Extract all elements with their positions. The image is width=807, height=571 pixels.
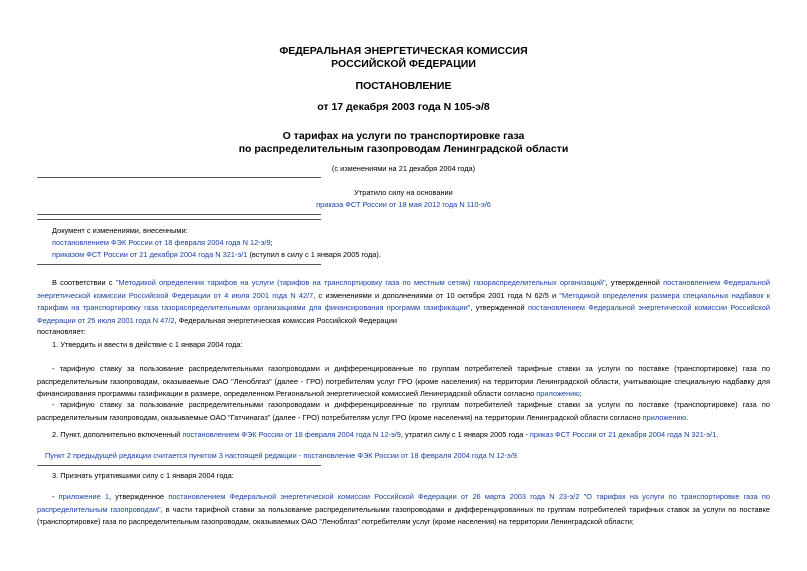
doc-type: ПОСТАНОВЛЕНИЕ bbox=[355, 80, 452, 92]
change-link-2[interactable]: приказом ФСТ России от 21 декабря 2004 года N 321-э/1 bbox=[52, 250, 248, 259]
appendix-link-2[interactable]: приложению bbox=[642, 412, 687, 422]
point2-link-2[interactable]: приказ ФСТ России от 21 декабря 2004 года N 321-э/1 bbox=[529, 430, 717, 439]
doc-date: от 17 декабря 2003 года N 105-э/8 bbox=[317, 101, 490, 113]
text: , утвержденной bbox=[605, 278, 664, 287]
point2-link-1[interactable]: постановлением ФЭК России от 18 февраля 2004 года N 12-э/9 bbox=[182, 430, 401, 439]
change-tail-2: (вступил в силу с 1 января 2005 года). bbox=[247, 250, 381, 259]
editorial-link[interactable]: постановление ФЭК России от 18 февраля 2004 года N 12-э/9 bbox=[303, 451, 517, 460]
changes-item-2 bbox=[52, 249, 752, 262]
changes-item-1 bbox=[52, 237, 752, 250]
text: 2. Пункт, дополнительно включенный bbox=[52, 430, 183, 439]
text: - тарифную ставку за пользование распределительными газопроводами и дифференцированные по группам потребителей тарифные ставки за услуги по поставке (транспортировке) газа по распределительным газопроводам, оказываемые ОАО "Гатчинагаз" (далее - ГРО) потребителям услуг ГРО (кроме населения) на территории Ленинградской области согласно bbox=[37, 400, 770, 422]
prev-edition-link[interactable]: Пункт 2 предыдущей редакции bbox=[45, 451, 152, 460]
text: - bbox=[52, 492, 59, 501]
point-2 bbox=[52, 429, 772, 442]
text: , в части тарифной ставки за пользование распределительными газопроводами и дифференцированных по группам потребителей тарифных ставок за услуги по поставке (транспортировке) газа по распределительным газопроводам, оказываемых ОАО "Леноблгаз" потребителям услуг (кроме населения) на территории Ленинградской области; bbox=[37, 504, 770, 526]
tariff-paragraph-1 bbox=[37, 363, 770, 401]
tariffs-resolution-link[interactable]: "О тарифах на услуги по транспортировке газа по распределительным газопроводам" bbox=[37, 492, 770, 514]
method-link-2[interactable]: "Методикой определения размера специальных надбавок к тарифам на транспортировку газа газораспределительными организациями для финансирования программ газификации" bbox=[37, 290, 771, 312]
method-link-1[interactable]: "Методикой определения тарифов на услуги (тарифов на транспортировку газа по местным сетям) газораспределительных организаций" bbox=[115, 278, 606, 287]
text: . bbox=[686, 412, 689, 422]
point-1: 1. Утвердить и ввести в действие с 1 января 2004 года: bbox=[52, 340, 243, 349]
org-name-line1: ФЕДЕРАЛЬНАЯ ЭНЕРГЕТИЧЕСКАЯ КОМИССИЯ bbox=[279, 45, 528, 57]
appendix-link-1[interactable]: приложению bbox=[536, 389, 580, 398]
text: - тарифную ставку за пользование распределительными газопроводами и дифференцированные по группам потребителей тарифные ставки за услуги по поставке (транспортировке) газа по распределительным газопроводам, оказываемые ОАО "Леноблгаз" (далее - ГРО) потребителям услуг ГРО (кроме населения) на территории Ленинградской области, учитывающие специальную надбавку для финансирования программы газификации в размере, определенном Региональной энергетической комиссией Ленинградской области согласно bbox=[37, 364, 770, 398]
changes-intro: Документ с изменениями, внесенными: bbox=[52, 226, 188, 235]
appendix-1-link[interactable]: приложение 1 bbox=[58, 492, 109, 501]
org-name-line2: РОССИЙСКОЙ ФЕДЕРАЦИИ bbox=[331, 58, 476, 70]
preamble-paragraph bbox=[37, 277, 770, 327]
point-3: 3. Признать утратившими силу с 1 января 2004 года: bbox=[52, 471, 234, 480]
text: В соответствии с bbox=[52, 278, 116, 287]
divider bbox=[37, 465, 321, 466]
editorial-note bbox=[45, 450, 765, 463]
change-link-1[interactable]: постановлением ФЭК России от 18 февраля 2004 года N 12-э/9 bbox=[52, 238, 271, 247]
lost-force-line bbox=[0, 199, 807, 210]
text: считается пунктом 3 настоящей редакции - bbox=[151, 451, 304, 460]
text: , с изменениями и дополнениями от 10 октября 2001 года N 62/5 и bbox=[313, 290, 560, 300]
text: , утвержденное bbox=[109, 492, 169, 501]
doc-title-line2: по распределительным газопроводам Ленинградской области bbox=[238, 143, 569, 155]
text: . bbox=[716, 430, 719, 439]
resolution-link-3[interactable]: постановлением Федеральной энергетической комиссии Российской Федерации от 26 марта 2003 года N 23-э/2 bbox=[168, 492, 580, 501]
text: , Федеральная энергетическая комиссия Российской Федерации bbox=[174, 315, 398, 325]
repeal-paragraph bbox=[37, 491, 770, 529]
text: , утвержденной bbox=[470, 303, 528, 312]
resolution-link-2[interactable]: постановлением Федеральной энергетической комиссии Российской Федерации от 25 июля 2001 года N 47/2 bbox=[37, 303, 770, 325]
divider bbox=[37, 177, 321, 178]
decides-text: постановляет: bbox=[37, 327, 86, 336]
lost-force-text: Утратило силу на основании bbox=[354, 188, 453, 197]
lost-force-link[interactable]: приказа ФСТ России от 18 мая 2012 года N 110-э/6 bbox=[316, 200, 491, 209]
divider bbox=[37, 214, 321, 215]
amendment-note: (с изменениями на 21 декабря 2004 года) bbox=[331, 164, 476, 173]
doc-title-line1: О тарифах на услуги по транспортировке газа bbox=[282, 130, 525, 142]
text: . bbox=[516, 451, 519, 460]
divider bbox=[37, 264, 321, 265]
tariff-paragraph-2 bbox=[37, 399, 770, 424]
text: ; bbox=[579, 389, 582, 398]
divider bbox=[37, 219, 321, 220]
change-tail-1: ; bbox=[270, 238, 273, 247]
text: , утратил силу с 1 января 2005 года - bbox=[400, 430, 530, 439]
resolution-link-1[interactable]: постановлением Федеральной энергетической комиссии Российской Федерации от 4 июля 2001 года N 42/7 bbox=[37, 278, 771, 300]
